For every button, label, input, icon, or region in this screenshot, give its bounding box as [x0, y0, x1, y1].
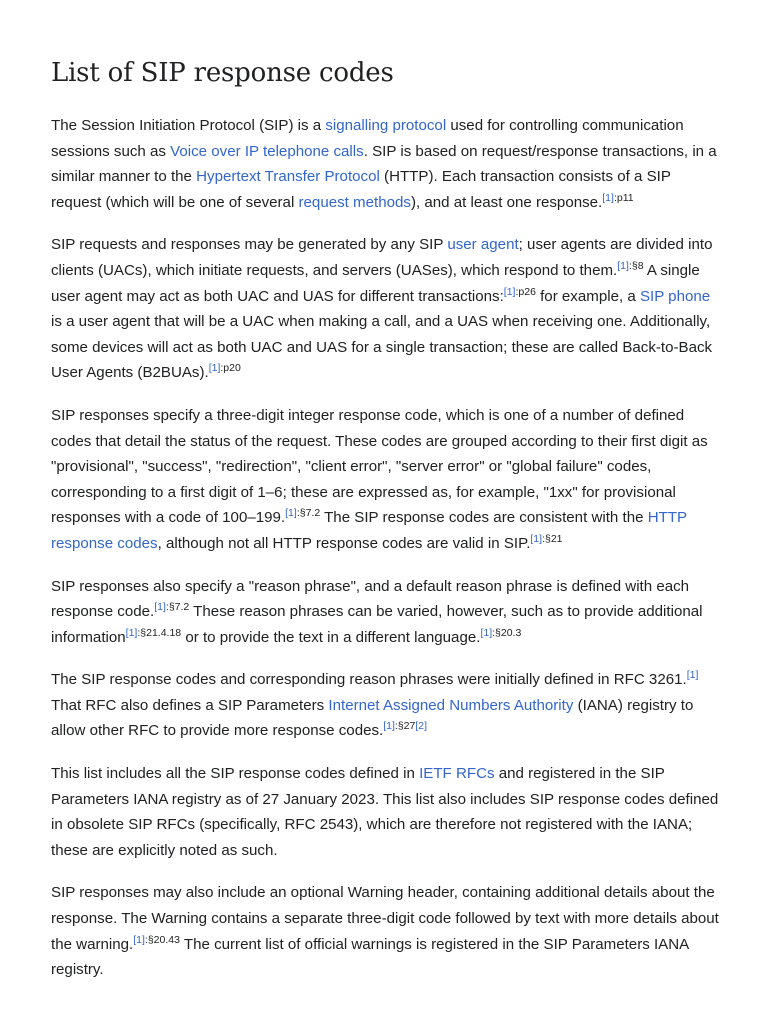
citation: [126, 627, 181, 639]
link-request-methods[interactable]: request methods: [298, 193, 411, 211]
link-http[interactable]: Hypertext Transfer Protocol: [196, 168, 380, 186]
text-run: SIP responses specify a three-digit integer response code, which is one of a number of defined codes that detail the status of the request. These codes are grouped according to their first digit as "provisional", "success", "redirection", "client error", "server error" or "global failure" codes, corresponding to a first digit of 1–6; these are expressed as, for example, "1xx" for provisional responses with a code of 100–199.: [51, 406, 708, 527]
citation-link[interactable]: [1]: [617, 259, 629, 272]
text-run: , although not all HTTP response codes are valid in SIP.: [157, 534, 531, 552]
text-run: SIP responses also specify a "reason phrase", and a default reason phrase is defined with each response code.: [51, 577, 690, 621]
text-run: The SIP response codes and corresponding reason phrases were initially defined in RFC 3261.: [51, 671, 687, 689]
text-run: (IANA) registry to allow other RFC to provide more response codes.: [51, 696, 694, 740]
citation-link[interactable]: [1]: [125, 626, 138, 639]
citation-link[interactable]: [1]: [154, 601, 166, 614]
text-run: The: [51, 117, 82, 134]
citation-link[interactable]: [1]: [208, 362, 221, 375]
citation: [480, 627, 521, 639]
citation-link[interactable]: [1]: [480, 626, 493, 639]
text-run: is a user agent that will be a UAC when making a call, and a UAS when receiving one. Additionally, some devices will act as both UAC and UAS for a single transaction; these are called Back-to-Back User Agents (B2BUAs).: [51, 313, 713, 382]
response-codes-paragraph: [51, 403, 720, 557]
link-iana[interactable]: Internet Assigned Numbers Authority: [328, 696, 574, 714]
text-run: for example, a: [535, 287, 640, 305]
citation: [504, 286, 536, 298]
text-run: The current list of official warnings is registered in the SIP Parameters IANA registry.: [51, 935, 689, 979]
rfc-paragraph: [51, 667, 720, 744]
list-scope-paragraph: [51, 761, 720, 863]
citation-link[interactable]: [2]: [415, 720, 428, 733]
link-user-agent[interactable]: user agent: [447, 236, 519, 254]
citation: [617, 260, 643, 272]
text-run: A single user agent may act as both UAC and UAS for different transactions:: [51, 261, 700, 305]
link-voice-over-ip[interactable]: Voice over IP telephone calls: [170, 142, 364, 160]
citation: [383, 720, 427, 732]
citation-locator: :§8: [628, 259, 644, 272]
citation: [209, 362, 241, 374]
citation-link[interactable]: [1]: [686, 669, 699, 682]
citation-link[interactable]: [1]: [530, 532, 543, 545]
page-title: List of SIP response codes: [51, 58, 394, 88]
link-sip-phone[interactable]: SIP phone: [639, 287, 711, 305]
citation-locator: :§21.4.18: [137, 626, 182, 639]
citation-link[interactable]: [1]: [602, 191, 614, 204]
text-run: or to provide the text in a different language.: [181, 628, 481, 646]
text-run: . SIP is based on request/response transactions, in a similar manner to the: [51, 142, 717, 186]
text-run: (SIP) is a: [254, 117, 326, 134]
link-ietf-rfcs[interactable]: IETF RFCs: [419, 765, 495, 783]
text-run: These reason phrases can be varied, however, such as to provide additional information: [51, 603, 703, 646]
citation: [154, 601, 189, 613]
citation: [133, 934, 180, 946]
text-run: SIP responses may also include an optional Warning header, containing additional details about the response. The Warning contains a separate three-digit code followed by text with more details about the warning.: [51, 884, 719, 953]
text-run: (HTTP). Each transaction consists of a SIP request (which will be one of several: [51, 168, 671, 211]
link-session-initiation-protocol[interactable]: Session Initiation Protocol: [81, 117, 255, 134]
text-run: used for controlling communication sessions such as: [51, 117, 684, 160]
citation-link[interactable]: [1]: [503, 285, 516, 298]
citation-locator: :p20: [220, 362, 241, 375]
citation-link[interactable]: [1]: [133, 933, 145, 946]
text-run: ; user agents are divided into clients (UACs), which initiate requests, and servers (UASes), which respond to them.: [51, 236, 713, 279]
citation-locator: :§20.3: [492, 626, 522, 639]
citation: [687, 669, 699, 681]
citation-locator: :§21: [542, 532, 563, 545]
intro-paragraph: [51, 113, 720, 215]
citation-link[interactable]: [1]: [285, 507, 297, 520]
citation: [285, 507, 320, 519]
citation-locator: :§27: [394, 720, 416, 733]
text-run: SIP requests and responses may be generated by any SIP: [51, 236, 448, 254]
citation-locator: :§7.2: [296, 507, 321, 520]
citation-locator: :§20.43: [144, 933, 180, 946]
link-signalling-protocol[interactable]: signalling protocol: [325, 117, 447, 134]
citation-locator: :§7.2: [165, 601, 190, 614]
citation: [530, 533, 562, 545]
citation-locator: :p11: [613, 191, 634, 204]
text-run: ), and at least one response.: [410, 193, 603, 211]
citation-link[interactable]: [1]: [383, 720, 395, 733]
citation-locator: :p26: [515, 285, 536, 298]
text-run: That RFC also defines a SIP Parameters: [51, 696, 329, 714]
link-http-response-codes[interactable]: HTTP response codes: [51, 509, 687, 552]
citation: [602, 192, 633, 204]
warning-header-paragraph: [51, 880, 720, 982]
user-agents-paragraph: [51, 232, 720, 386]
text-run: The SIP response codes are consistent with the: [320, 509, 648, 527]
text-run: This list includes all the SIP response codes defined in: [51, 765, 420, 783]
text-run: and registered in the SIP Parameters IANA registry as of 27 January 2023. This list also includes SIP response codes defined in obsolete SIP RFCs (specifically, RFC 2543), which are therefore not registered with the IANA; these are explicitly noted as such.: [51, 765, 719, 859]
reason-phrase-paragraph: [51, 574, 720, 651]
